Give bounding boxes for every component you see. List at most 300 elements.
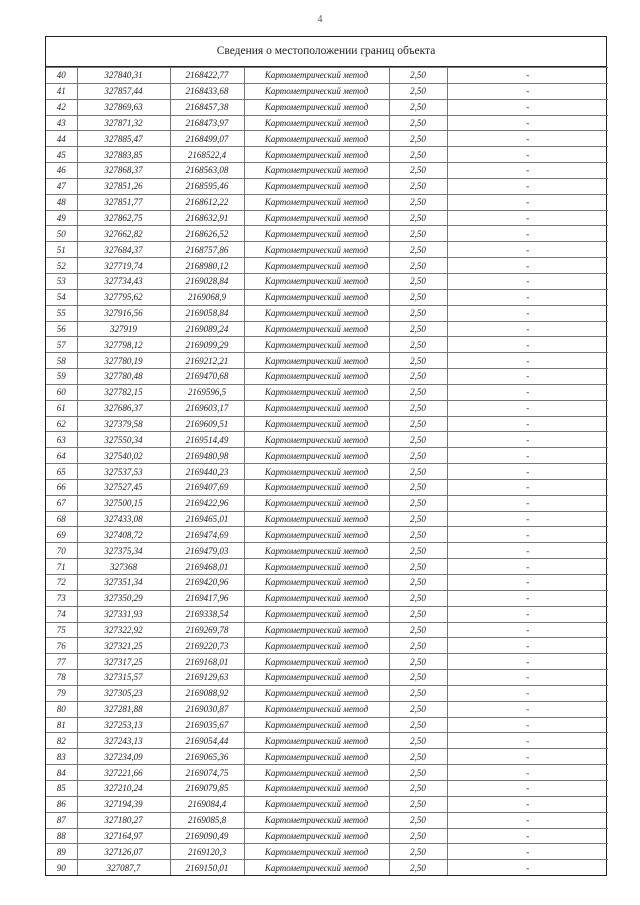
accuracy-cell: 2,50 — [389, 321, 447, 337]
accuracy-cell: 2,50 — [389, 685, 447, 701]
y-coordinate-cell: 2169479,03 — [170, 543, 244, 559]
x-coordinate-cell: 327857,44 — [77, 83, 170, 99]
point-number-cell: 60 — [46, 384, 77, 400]
description-cell: - — [447, 464, 608, 480]
y-coordinate-cell: 2168457,38 — [170, 99, 244, 115]
description-cell: - — [447, 749, 608, 765]
y-coordinate-cell: 2169338,54 — [170, 606, 244, 622]
y-coordinate-cell: 2168473,97 — [170, 115, 244, 131]
point-number-cell: 67 — [46, 495, 77, 511]
y-coordinate-cell: 2169054,44 — [170, 733, 244, 749]
x-coordinate-cell: 327433,08 — [77, 511, 170, 527]
boundary-table-sheet — [45, 36, 607, 876]
y-coordinate-cell: 2169065,36 — [170, 749, 244, 765]
table-row — [46, 163, 608, 179]
accuracy-cell: 2,50 — [389, 369, 447, 385]
table-row — [46, 606, 608, 622]
point-number-cell: 46 — [46, 163, 77, 179]
description-cell: - — [447, 717, 608, 733]
y-coordinate-cell: 2169596,5 — [170, 384, 244, 400]
description-cell: - — [447, 147, 608, 163]
method-cell: Картометрический метод — [244, 83, 389, 99]
accuracy-cell: 2,50 — [389, 68, 447, 84]
description-cell: - — [447, 163, 608, 179]
y-coordinate-cell: 2169609,51 — [170, 416, 244, 432]
point-number-cell: 62 — [46, 416, 77, 432]
y-coordinate-cell: 2169474,69 — [170, 527, 244, 543]
y-coordinate-cell: 2169028,84 — [170, 273, 244, 289]
y-coordinate-cell: 2168422,77 — [170, 68, 244, 84]
x-coordinate-cell: 327540,02 — [77, 448, 170, 464]
y-coordinate-cell: 2169085,8 — [170, 812, 244, 828]
method-cell: Картометрический метод — [244, 606, 389, 622]
x-coordinate-cell: 327368 — [77, 559, 170, 575]
method-cell: Картометрический метод — [244, 559, 389, 575]
point-number-cell: 68 — [46, 511, 77, 527]
y-coordinate-cell: 2169089,24 — [170, 321, 244, 337]
description-cell: - — [447, 178, 608, 194]
method-cell: Картометрический метод — [244, 844, 389, 860]
table-row — [46, 622, 608, 638]
accuracy-cell: 2,50 — [389, 305, 447, 321]
accuracy-cell: 2,50 — [389, 543, 447, 559]
y-coordinate-cell: 2169068,9 — [170, 289, 244, 305]
method-cell: Картометрический метод — [244, 654, 389, 670]
method-cell: Картометрический метод — [244, 448, 389, 464]
accuracy-cell: 2,50 — [389, 384, 447, 400]
description-cell: - — [447, 511, 608, 527]
accuracy-cell: 2,50 — [389, 654, 447, 670]
description-cell: - — [447, 559, 608, 575]
method-cell: Картометрический метод — [244, 99, 389, 115]
table-row — [46, 860, 608, 875]
method-cell: Картометрический метод — [244, 68, 389, 84]
table-row — [46, 765, 608, 781]
point-number-cell: 69 — [46, 527, 77, 543]
point-number-cell: 87 — [46, 812, 77, 828]
table-row — [46, 416, 608, 432]
table-row — [46, 147, 608, 163]
accuracy-cell: 2,50 — [389, 701, 447, 717]
description-cell: - — [447, 733, 608, 749]
method-cell: Картометрический метод — [244, 733, 389, 749]
method-cell: Картометрический метод — [244, 812, 389, 828]
description-cell: - — [447, 83, 608, 99]
y-coordinate-cell: 2169220,73 — [170, 638, 244, 654]
x-coordinate-cell: 327885,47 — [77, 131, 170, 147]
method-cell: Картометрический метод — [244, 242, 389, 258]
method-cell: Картометрический метод — [244, 115, 389, 131]
point-number-cell: 73 — [46, 590, 77, 606]
y-coordinate-cell: 2169079,85 — [170, 780, 244, 796]
method-cell: Картометрический метод — [244, 369, 389, 385]
description-cell: - — [447, 638, 608, 654]
y-coordinate-cell: 2169480,98 — [170, 448, 244, 464]
table-row — [46, 812, 608, 828]
x-coordinate-cell: 327868,37 — [77, 163, 170, 179]
description-cell: - — [447, 115, 608, 131]
y-coordinate-cell: 2168980,12 — [170, 258, 244, 274]
table-row — [46, 479, 608, 495]
x-coordinate-cell: 327537,53 — [77, 464, 170, 480]
x-coordinate-cell: 327851,77 — [77, 194, 170, 210]
accuracy-cell: 2,50 — [389, 226, 447, 242]
method-cell: Картометрический метод — [244, 464, 389, 480]
method-cell: Картометрический метод — [244, 511, 389, 527]
table-row — [46, 305, 608, 321]
point-number-cell: 41 — [46, 83, 77, 99]
description-cell: - — [447, 670, 608, 686]
method-cell: Картометрический метод — [244, 337, 389, 353]
x-coordinate-cell: 327305,23 — [77, 685, 170, 701]
description-cell: - — [447, 606, 608, 622]
x-coordinate-cell: 327126,07 — [77, 844, 170, 860]
accuracy-cell: 2,50 — [389, 194, 447, 210]
description-cell: - — [447, 226, 608, 242]
table-row — [46, 780, 608, 796]
table-row — [46, 670, 608, 686]
y-coordinate-cell: 2168612,22 — [170, 194, 244, 210]
method-cell: Картометрический метод — [244, 590, 389, 606]
accuracy-cell: 2,50 — [389, 717, 447, 733]
x-coordinate-cell: 327500,15 — [77, 495, 170, 511]
point-number-cell: 59 — [46, 369, 77, 385]
y-coordinate-cell: 2168626,52 — [170, 226, 244, 242]
table-row — [46, 353, 608, 369]
table-row — [46, 242, 608, 258]
point-number-cell: 63 — [46, 432, 77, 448]
y-coordinate-cell: 2169074,75 — [170, 765, 244, 781]
method-cell: Картометрический метод — [244, 258, 389, 274]
accuracy-cell: 2,50 — [389, 495, 447, 511]
description-cell: - — [447, 99, 608, 115]
description-cell: - — [447, 860, 608, 875]
accuracy-cell: 2,50 — [389, 464, 447, 480]
description-cell: - — [447, 289, 608, 305]
x-coordinate-cell: 327734,43 — [77, 273, 170, 289]
table-row — [46, 828, 608, 844]
x-coordinate-cell: 327350,29 — [77, 590, 170, 606]
y-coordinate-cell: 2169465,01 — [170, 511, 244, 527]
accuracy-cell: 2,50 — [389, 416, 447, 432]
y-coordinate-cell: 2169440,23 — [170, 464, 244, 480]
table-row — [46, 289, 608, 305]
method-cell: Картометрический метод — [244, 796, 389, 812]
x-coordinate-cell: 327684,37 — [77, 242, 170, 258]
table-row — [46, 796, 608, 812]
point-number-cell: 50 — [46, 226, 77, 242]
method-cell: Картометрический метод — [244, 495, 389, 511]
y-coordinate-cell: 2169269,78 — [170, 622, 244, 638]
table-row — [46, 273, 608, 289]
table-row — [46, 559, 608, 575]
description-cell: - — [447, 575, 608, 591]
method-cell: Картометрический метод — [244, 273, 389, 289]
table-row — [46, 432, 608, 448]
accuracy-cell: 2,50 — [389, 353, 447, 369]
table-row — [46, 844, 608, 860]
x-coordinate-cell: 327795,62 — [77, 289, 170, 305]
table-row — [46, 733, 608, 749]
point-number-cell: 85 — [46, 780, 77, 796]
description-cell: - — [447, 828, 608, 844]
accuracy-cell: 2,50 — [389, 131, 447, 147]
point-number-cell: 47 — [46, 178, 77, 194]
description-cell: - — [447, 765, 608, 781]
description-cell: - — [447, 68, 608, 84]
description-cell: - — [447, 796, 608, 812]
point-number-cell: 40 — [46, 68, 77, 84]
x-coordinate-cell: 327210,24 — [77, 780, 170, 796]
method-cell: Картометрический метод — [244, 780, 389, 796]
accuracy-cell: 2,50 — [389, 163, 447, 179]
description-cell: - — [447, 258, 608, 274]
x-coordinate-cell: 327916,56 — [77, 305, 170, 321]
table-row — [46, 717, 608, 733]
x-coordinate-cell: 327234,09 — [77, 749, 170, 765]
table-row — [46, 68, 608, 84]
method-cell: Картометрический метод — [244, 416, 389, 432]
accuracy-cell: 2,50 — [389, 606, 447, 622]
accuracy-cell: 2,50 — [389, 812, 447, 828]
y-coordinate-cell: 2169150,01 — [170, 860, 244, 875]
accuracy-cell: 2,50 — [389, 559, 447, 575]
x-coordinate-cell: 327527,45 — [77, 479, 170, 495]
method-cell: Картометрический метод — [244, 860, 389, 875]
accuracy-cell: 2,50 — [389, 622, 447, 638]
accuracy-cell: 2,50 — [389, 83, 447, 99]
method-cell: Картометрический метод — [244, 638, 389, 654]
description-cell: - — [447, 701, 608, 717]
y-coordinate-cell: 2169090,49 — [170, 828, 244, 844]
table-row — [46, 384, 608, 400]
x-coordinate-cell: 327851,26 — [77, 178, 170, 194]
point-number-cell: 57 — [46, 337, 77, 353]
y-coordinate-cell: 2169099,29 — [170, 337, 244, 353]
x-coordinate-cell: 327194,39 — [77, 796, 170, 812]
point-number-cell: 79 — [46, 685, 77, 701]
y-coordinate-cell: 2169420,96 — [170, 575, 244, 591]
description-cell: - — [447, 543, 608, 559]
description-cell: - — [447, 131, 608, 147]
table-row — [46, 590, 608, 606]
description-cell: - — [447, 590, 608, 606]
y-coordinate-cell: 2168563,08 — [170, 163, 244, 179]
table-row — [46, 194, 608, 210]
table-row — [46, 543, 608, 559]
table-row — [46, 511, 608, 527]
method-cell: Картометрический метод — [244, 194, 389, 210]
x-coordinate-cell: 327782,15 — [77, 384, 170, 400]
description-cell: - — [447, 812, 608, 828]
table-row — [46, 258, 608, 274]
y-coordinate-cell: 2169084,4 — [170, 796, 244, 812]
description-cell: - — [447, 495, 608, 511]
table-row — [46, 321, 608, 337]
table-row — [46, 99, 608, 115]
y-coordinate-cell: 2168632,91 — [170, 210, 244, 226]
description-cell: - — [447, 337, 608, 353]
description-cell: - — [447, 685, 608, 701]
accuracy-cell: 2,50 — [389, 178, 447, 194]
description-cell: - — [447, 400, 608, 416]
description-cell: - — [447, 273, 608, 289]
accuracy-cell: 2,50 — [389, 115, 447, 131]
x-coordinate-cell: 327253,13 — [77, 717, 170, 733]
description-cell: - — [447, 622, 608, 638]
method-cell: Картометрический метод — [244, 178, 389, 194]
accuracy-cell: 2,50 — [389, 765, 447, 781]
x-coordinate-cell: 327317,25 — [77, 654, 170, 670]
description-cell: - — [447, 432, 608, 448]
y-coordinate-cell: 2169407,69 — [170, 479, 244, 495]
x-coordinate-cell: 327862,75 — [77, 210, 170, 226]
x-coordinate-cell: 327919 — [77, 321, 170, 337]
point-number-cell: 75 — [46, 622, 77, 638]
method-cell: Картометрический метод — [244, 226, 389, 242]
x-coordinate-cell: 327164,97 — [77, 828, 170, 844]
accuracy-cell: 2,50 — [389, 479, 447, 495]
method-cell: Картометрический метод — [244, 670, 389, 686]
method-cell: Картометрический метод — [244, 765, 389, 781]
coordinates-table — [46, 67, 608, 875]
description-cell: - — [447, 416, 608, 432]
description-cell: - — [447, 384, 608, 400]
page-number: 4 — [317, 14, 323, 25]
x-coordinate-cell: 327798,12 — [77, 337, 170, 353]
method-cell: Картометрический метод — [244, 210, 389, 226]
method-cell: Картометрический метод — [244, 749, 389, 765]
y-coordinate-cell: 2168433,68 — [170, 83, 244, 99]
method-cell: Картометрический метод — [244, 384, 389, 400]
method-cell: Картометрический метод — [244, 479, 389, 495]
y-coordinate-cell: 2169030,87 — [170, 701, 244, 717]
x-coordinate-cell: 327686,37 — [77, 400, 170, 416]
table-row — [46, 701, 608, 717]
table-row — [46, 638, 608, 654]
method-cell: Картометрический метод — [244, 321, 389, 337]
point-number-cell: 80 — [46, 701, 77, 717]
table-row — [46, 83, 608, 99]
description-cell: - — [447, 353, 608, 369]
point-number-cell: 53 — [46, 273, 77, 289]
point-number-cell: 82 — [46, 733, 77, 749]
table-row — [46, 527, 608, 543]
description-cell: - — [447, 210, 608, 226]
point-number-cell: 83 — [46, 749, 77, 765]
accuracy-cell: 2,50 — [389, 844, 447, 860]
description-cell: - — [447, 527, 608, 543]
method-cell: Картометрический метод — [244, 400, 389, 416]
point-number-cell: 71 — [46, 559, 77, 575]
point-number-cell: 77 — [46, 654, 77, 670]
accuracy-cell: 2,50 — [389, 749, 447, 765]
method-cell: Картометрический метод — [244, 305, 389, 321]
method-cell: Картометрический метод — [244, 163, 389, 179]
point-number-cell: 49 — [46, 210, 77, 226]
table-row — [46, 369, 608, 385]
y-coordinate-cell: 2169514,49 — [170, 432, 244, 448]
x-coordinate-cell: 327408,72 — [77, 527, 170, 543]
method-cell: Картометрический метод — [244, 527, 389, 543]
point-number-cell: 89 — [46, 844, 77, 860]
point-number-cell: 72 — [46, 575, 77, 591]
point-number-cell: 61 — [46, 400, 77, 416]
description-cell: - — [447, 321, 608, 337]
point-number-cell: 42 — [46, 99, 77, 115]
table-row — [46, 131, 608, 147]
accuracy-cell: 2,50 — [389, 400, 447, 416]
x-coordinate-cell: 327315,57 — [77, 670, 170, 686]
point-number-cell: 66 — [46, 479, 77, 495]
table-row — [46, 448, 608, 464]
table-row — [46, 749, 608, 765]
accuracy-cell: 2,50 — [389, 590, 447, 606]
method-cell: Картометрический метод — [244, 131, 389, 147]
accuracy-cell: 2,50 — [389, 337, 447, 353]
point-number-cell: 44 — [46, 131, 77, 147]
table-row — [46, 400, 608, 416]
method-cell: Картометрический метод — [244, 701, 389, 717]
x-coordinate-cell: 327351,34 — [77, 575, 170, 591]
point-number-cell: 64 — [46, 448, 77, 464]
accuracy-cell: 2,50 — [389, 828, 447, 844]
point-number-cell: 45 — [46, 147, 77, 163]
point-number-cell: 48 — [46, 194, 77, 210]
accuracy-cell: 2,50 — [389, 147, 447, 163]
point-number-cell: 70 — [46, 543, 77, 559]
point-number-cell: 65 — [46, 464, 77, 480]
x-coordinate-cell: 327221,66 — [77, 765, 170, 781]
description-cell: - — [447, 448, 608, 464]
description-cell: - — [447, 844, 608, 860]
x-coordinate-cell: 327780,48 — [77, 369, 170, 385]
description-cell: - — [447, 369, 608, 385]
x-coordinate-cell: 327719,74 — [77, 258, 170, 274]
method-cell: Картометрический метод — [244, 432, 389, 448]
y-coordinate-cell: 2169417,96 — [170, 590, 244, 606]
x-coordinate-cell: 327550,34 — [77, 432, 170, 448]
y-coordinate-cell: 2169603,17 — [170, 400, 244, 416]
table-row — [46, 495, 608, 511]
y-coordinate-cell: 2169422,96 — [170, 495, 244, 511]
table-row — [46, 178, 608, 194]
x-coordinate-cell: 327780,19 — [77, 353, 170, 369]
point-number-cell: 54 — [46, 289, 77, 305]
x-coordinate-cell: 327840,31 — [77, 68, 170, 84]
point-number-cell: 52 — [46, 258, 77, 274]
description-cell: - — [447, 242, 608, 258]
y-coordinate-cell: 2168522,4 — [170, 147, 244, 163]
method-cell: Картометрический метод — [244, 828, 389, 844]
accuracy-cell: 2,50 — [389, 575, 447, 591]
x-coordinate-cell: 327180,27 — [77, 812, 170, 828]
y-coordinate-cell: 2168595,46 — [170, 178, 244, 194]
method-cell: Картометрический метод — [244, 147, 389, 163]
accuracy-cell: 2,50 — [389, 527, 447, 543]
y-coordinate-cell: 2169129,63 — [170, 670, 244, 686]
method-cell: Картометрический метод — [244, 622, 389, 638]
accuracy-cell: 2,50 — [389, 780, 447, 796]
y-coordinate-cell: 2169470,68 — [170, 369, 244, 385]
point-number-cell: 55 — [46, 305, 77, 321]
point-number-cell: 56 — [46, 321, 77, 337]
method-cell: Картометрический метод — [244, 717, 389, 733]
x-coordinate-cell: 327243,13 — [77, 733, 170, 749]
accuracy-cell: 2,50 — [389, 273, 447, 289]
accuracy-cell: 2,50 — [389, 511, 447, 527]
accuracy-cell: 2,50 — [389, 448, 447, 464]
